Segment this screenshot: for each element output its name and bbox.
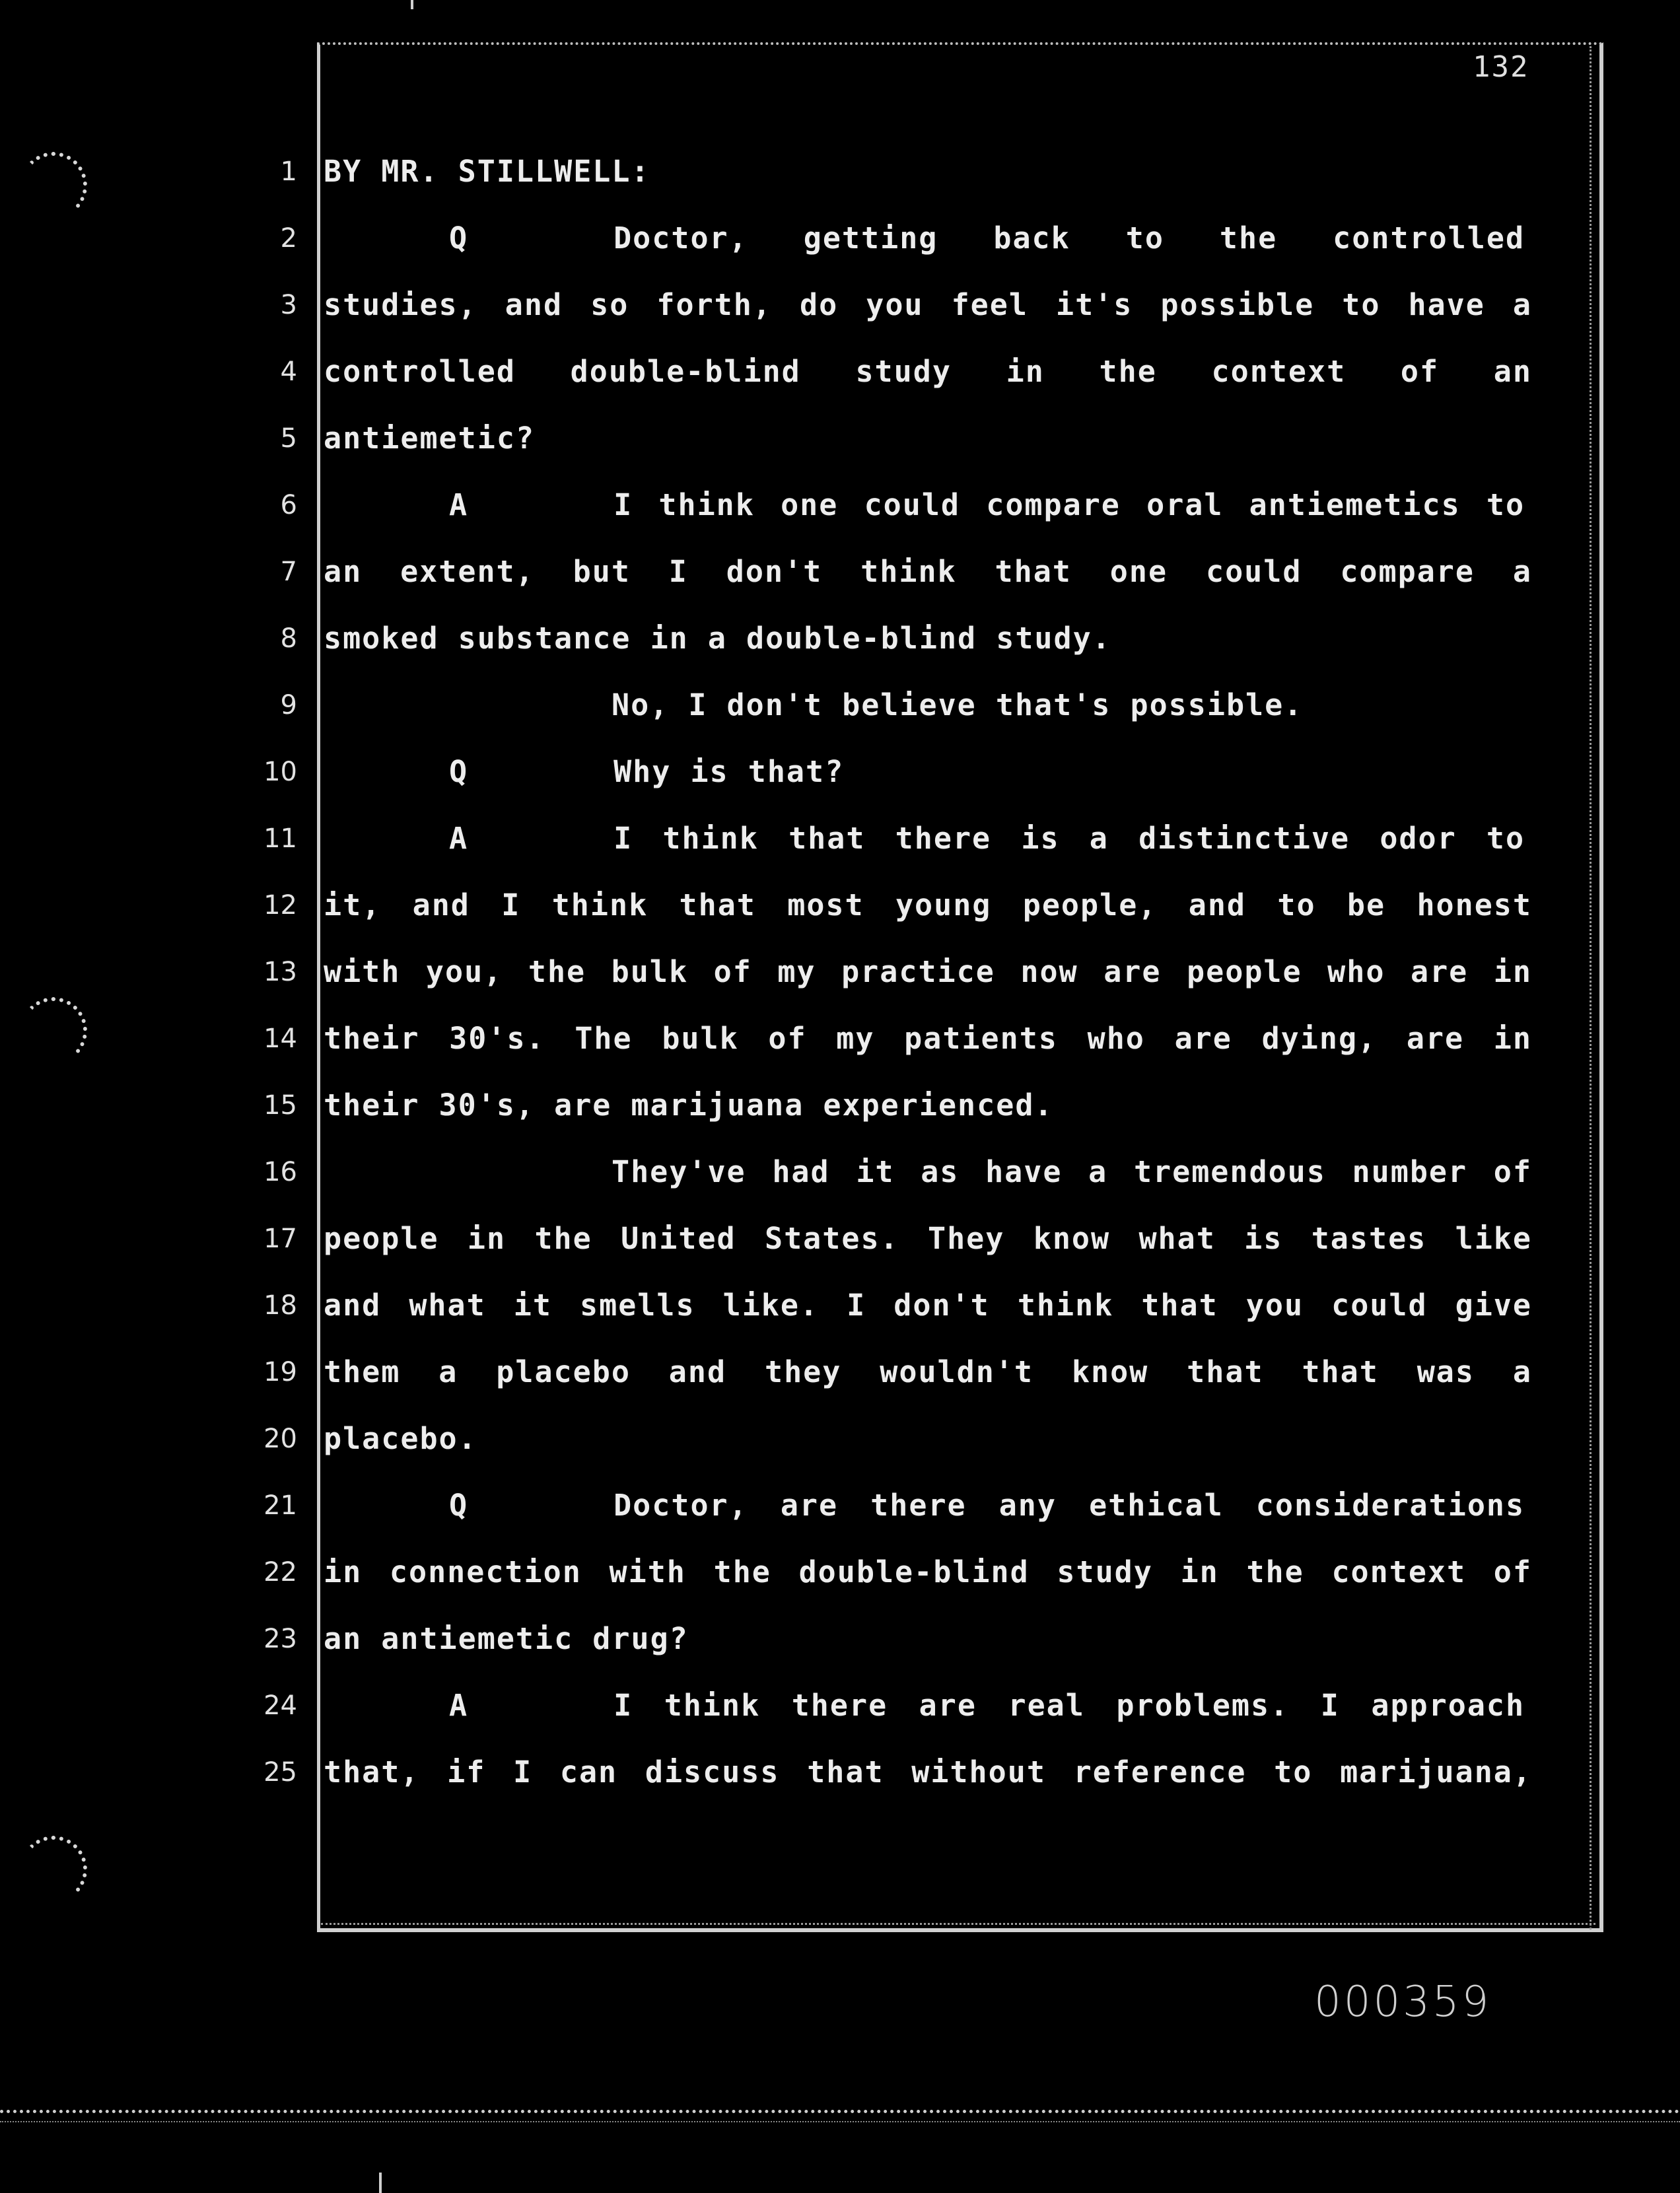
transcript-line: studies, and so forth, do you feel it's possible to have a	[324, 287, 1532, 322]
transcript-line: people in the United States. They know what is tastes like	[324, 1221, 1532, 1256]
line-number: 16	[263, 1157, 297, 1187]
line-number: 3	[280, 290, 297, 320]
transcript-line: it, and I think that most young people, and to be honest	[324, 888, 1532, 922]
line-number: 19	[263, 1357, 297, 1387]
line-number: 20	[263, 1424, 297, 1454]
line-number: 2	[280, 223, 297, 254]
line-text: I think there are real problems. I approach	[613, 1688, 1525, 1723]
transcript-line: and what it smells like. I don't think that you could give	[324, 1288, 1532, 1323]
transcript-line: an extent, but I don't think that one could compare a	[324, 554, 1532, 589]
frame-inner-rule-right	[1590, 46, 1592, 1930]
transcript-line: antiemetic?	[324, 421, 536, 456]
scan-edge-rule-secondary	[0, 2121, 1680, 2122]
line-number: 8	[280, 623, 297, 654]
transcript-line: placebo.	[324, 1421, 477, 1456]
transcript-line: in connection with the double-blind study in the context of	[324, 1554, 1532, 1589]
frame-inner-rule-bottom	[321, 1923, 1595, 1925]
speaker-label: Q	[449, 1488, 469, 1523]
transcript-line	[324, 221, 1532, 256]
transcript-line: them a placebo and they wouldn't know that that was a	[324, 1354, 1532, 1389]
page-number: 132	[1473, 50, 1529, 84]
line-text: BY MR. STILLWELL:	[324, 154, 650, 189]
line-number: 10	[263, 757, 297, 787]
scan-edge-tick-top	[411, 0, 413, 9]
transcript-line: their 30's, are marijuana experienced.	[324, 1088, 1054, 1123]
bates-number: 000359	[1314, 1978, 1492, 2027]
line-text: Doctor, are there any ethical considerations	[613, 1488, 1525, 1523]
line-number: 25	[263, 1757, 297, 1788]
speaker-label: Q	[449, 221, 469, 256]
line-number: 17	[263, 1224, 297, 1254]
speaker-label: A	[449, 1688, 469, 1723]
line-number: 7	[280, 557, 297, 587]
line-number: 24	[263, 1690, 297, 1721]
line-number: 6	[280, 490, 297, 520]
line-number: 13	[263, 957, 297, 987]
transcript-line: their 30's. The bulk of my patients who are dying, are in	[324, 1021, 1532, 1056]
line-number: 23	[263, 1624, 297, 1654]
transcript-line	[324, 154, 1532, 189]
speaker-label: Q	[449, 754, 469, 789]
punch-hole-mark-middle	[20, 997, 87, 1064]
line-number: 9	[280, 690, 297, 720]
scan-edge-tick-bottom	[379, 2173, 382, 2193]
transcript-line	[324, 1488, 1532, 1523]
transcript-line	[324, 487, 1532, 522]
line-number: 5	[280, 423, 297, 454]
line-text: I think that there is a distinctive odor to	[613, 821, 1525, 856]
transcript-line: They've had it as have a tremendous number of	[612, 1154, 1532, 1189]
transcript-line	[324, 821, 1532, 856]
transcript-line: that, if I can discuss that without reference to marijuana,	[324, 1755, 1532, 1790]
punch-hole-mark-top	[20, 152, 87, 219]
line-number: 1	[280, 157, 297, 187]
transcript-line: smoked substance in a double-blind study.	[324, 621, 1111, 656]
line-number: 12	[263, 890, 297, 921]
line-number: 15	[263, 1090, 297, 1121]
line-text: I think one could compare oral antiemetics to	[613, 487, 1525, 522]
transcript-line: No, I don't believe that's possible.	[612, 687, 1304, 722]
transcript-line: an antiemetic drug?	[324, 1621, 689, 1656]
speaker-label: A	[449, 821, 469, 856]
line-number: 18	[263, 1290, 297, 1321]
punch-hole-mark-bottom	[20, 1836, 87, 1903]
line-number: 14	[263, 1024, 297, 1054]
line-text: Doctor, getting back to the controlled	[613, 221, 1525, 256]
scan-edge-rule	[0, 2110, 1680, 2113]
transcript-line: controlled double-blind study in the context of an	[324, 354, 1532, 389]
line-text: Why is that?	[613, 754, 845, 789]
transcript-line: with you, the bulk of my practice now are people who are in	[324, 954, 1532, 989]
line-number: 4	[280, 357, 297, 387]
speaker-label: A	[449, 487, 469, 522]
line-number: 11	[263, 823, 297, 854]
transcript-line	[324, 1688, 1532, 1723]
transcript-line	[324, 754, 1532, 789]
line-number: 21	[263, 1490, 297, 1521]
line-number: 22	[263, 1557, 297, 1587]
